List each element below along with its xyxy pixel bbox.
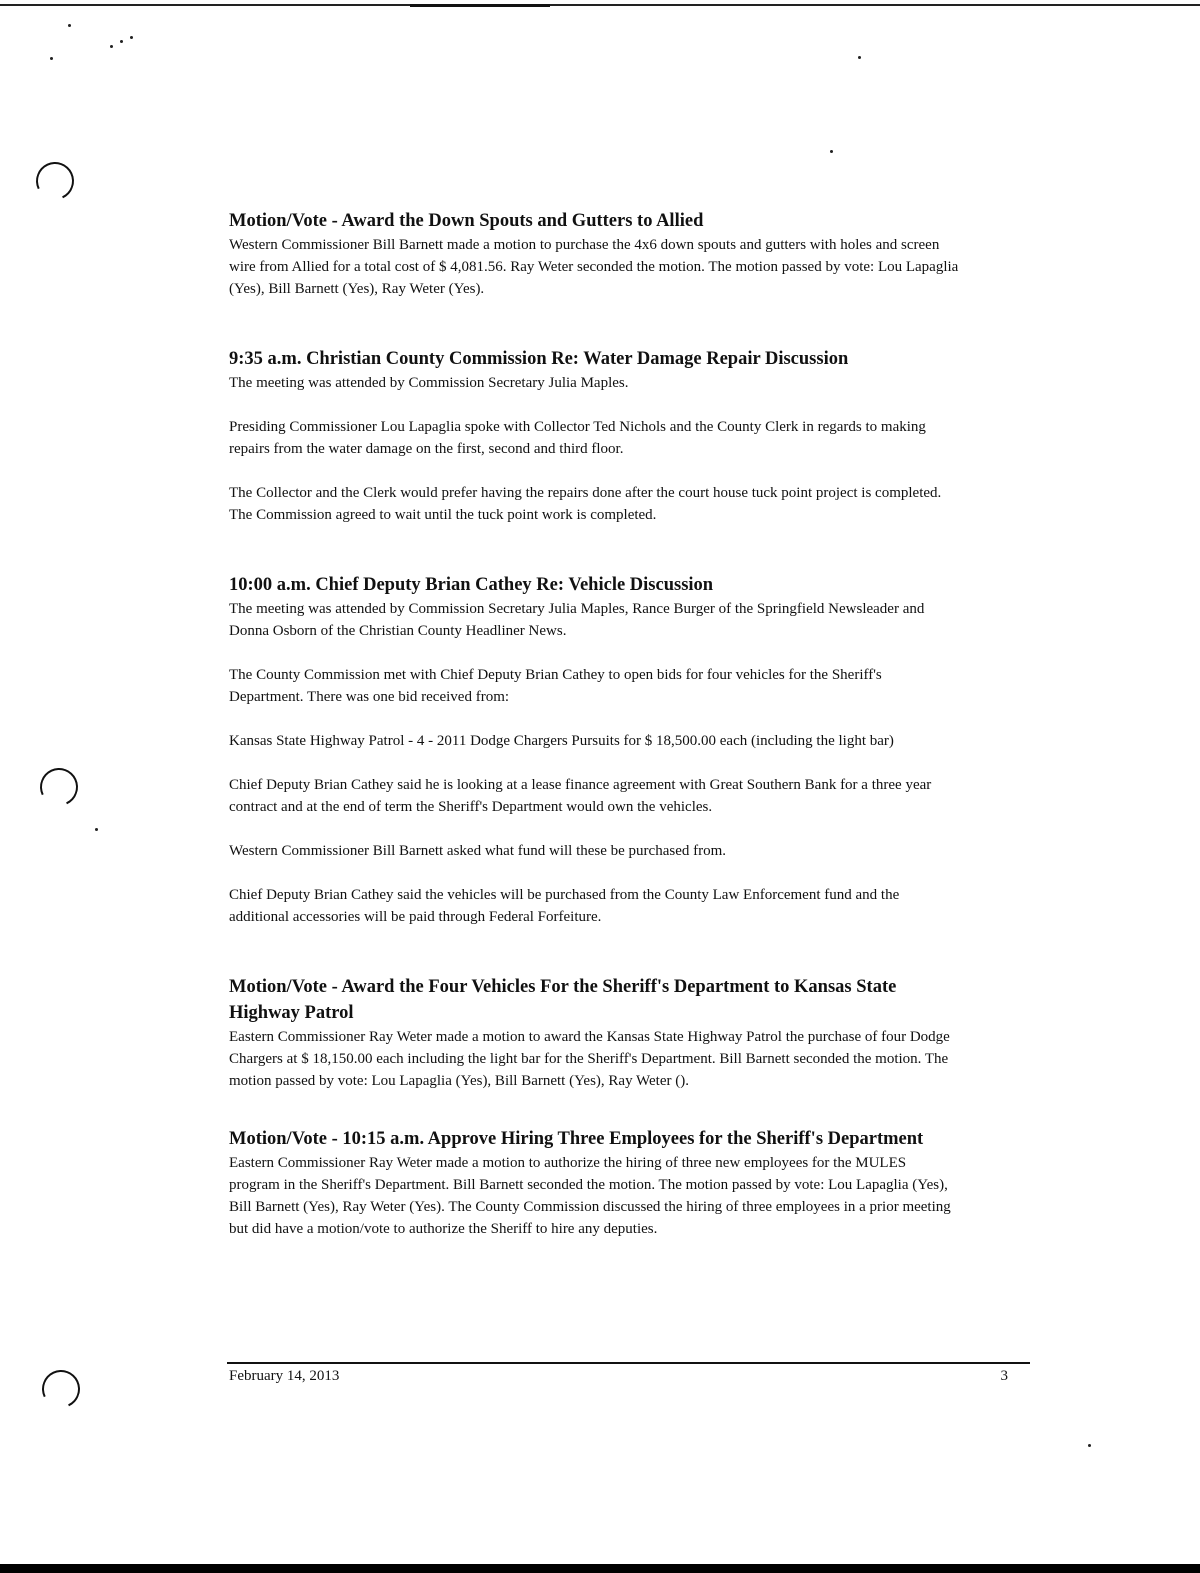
section-paragraph: The meeting was attended by Commission Secretary Julia Maples, Rance Burger of the Springfield Newsleader and Donna Osborn of the Christian County Headliner News. [229,601,925,639]
section-paragraph: Western Commissioner Bill Barnett asked what fund will these be purchased from. [229,843,727,859]
section-paragraph: Chief Deputy Brian Cathey said he is looking at a lease finance agreement with Great Southern Bank for a three year contract and at the end of term the Sheriff's Department would own the vehicles. [229,777,932,815]
section-paragraph: Chief Deputy Brian Cathey said the vehicles will be purchased from the County Law Enforcement fund and the additional accessories will be paid through Federal Forfeiture. [229,887,900,925]
section-water-damage [229,346,959,526]
section-paragraph: Western Commissioner Bill Barnett made a motion to purchase the 4x6 down spouts and gutters with holes and screen wire from Allied for a total cost of $ 4,081.56. Ray Weter seconded the motion. The motion passed by vote: Lou Lapaglia (Yes), Bill Barnett (Yes), Ray Weter (Yes). [229,237,959,297]
scan-speck [1088,1444,1091,1447]
minutes-body [229,208,959,1240]
section-paragraph: Presiding Commissioner Lou Lapaglia spoke with Collector Ted Nichols and the County Clerk in regards to making repairs from the water damage on the first, second and third floor. [229,419,926,457]
footer-date: February 14, 2013 [229,1368,340,1384]
scan-speck [95,828,98,831]
section-heading: Motion/Vote - Award the Down Spouts and Gutters to Allied [229,211,704,231]
section-award-vehicles [229,974,959,1092]
scan-speck [68,24,71,27]
scan-speck [858,56,861,59]
section-vehicle-discussion [229,572,959,928]
section-paragraph: The Collector and the Clerk would prefer having the repairs done after the court house tuck point project is completed. The Commission agreed to wait until the tuck point work is completed. [229,485,942,523]
punch-hole-middle [35,763,84,812]
section-paragraph: The meeting was attended by Commission Secretary Julia Maples. [229,375,629,391]
scan-speck [50,57,53,60]
page-number: 3 [1000,1368,1008,1384]
punch-hole-bottom [37,1365,86,1414]
punch-hole-top [31,157,80,206]
section-heading: 9:35 a.m. Christian County Commission Re: Water Damage Repair Discussion [229,349,849,369]
section-paragraph: Eastern Commissioner Ray Weter made a motion to authorize the hiring of three new employees for the MULES program in the Sheriff's Department. Bill Barnett seconded the motion. The motion passed by vote: Lou Lapaglia (Yes), Bill Barnett (Yes), Ray Weter (Yes). The County Commission discussed the hiring of three employees in a prior meeting but did have a motion/vote to authorize the Sheriff to hire any deputies. [229,1155,951,1237]
scan-speck [120,40,123,43]
top-scan-rule [0,4,1200,6]
section-paragraph: Kansas State Highway Patrol - 4 - 2011 Dodge Chargers Pursuits for $ 18,500.00 each (including the light bar) [229,733,894,749]
scan-speck [110,45,113,48]
scan-speck [130,36,133,39]
top-scan-rule-thick [410,4,550,7]
section-paragraph: The County Commission met with Chief Deputy Brian Cathey to open bids for four vehicles for the Sheriff's Department. There was one bid received from: [229,667,882,705]
section-hiring-employees [229,1126,959,1240]
section-heading: 10:00 a.m. Chief Deputy Brian Cathey Re: Vehicle Discussion [229,575,714,595]
section-paragraph: Eastern Commissioner Ray Weter made a motion to award the Kansas State Highway Patrol the purchase of four Dodge Chargers at $ 18,150.00 each including the light bar for the Sheriff's Department. Bill Barnett seconded the motion. The motion passed by vote: Lou Lapaglia (Yes), Bill Barnett (Yes), Ray Weter (). [229,1029,950,1089]
section-heading: Motion/Vote - 10:15 a.m. Approve Hiring Three Employees for the Sheriff's Department [229,1129,924,1149]
page-footer [227,1362,1030,1384]
scan-speck [830,150,833,153]
section-heading: Motion/Vote - Award the Four Vehicles For the Sheriff's Department to Kansas State Highway Patrol [229,977,897,1023]
section-allied-gutters [229,208,959,300]
bottom-scan-edge [0,1564,1200,1573]
